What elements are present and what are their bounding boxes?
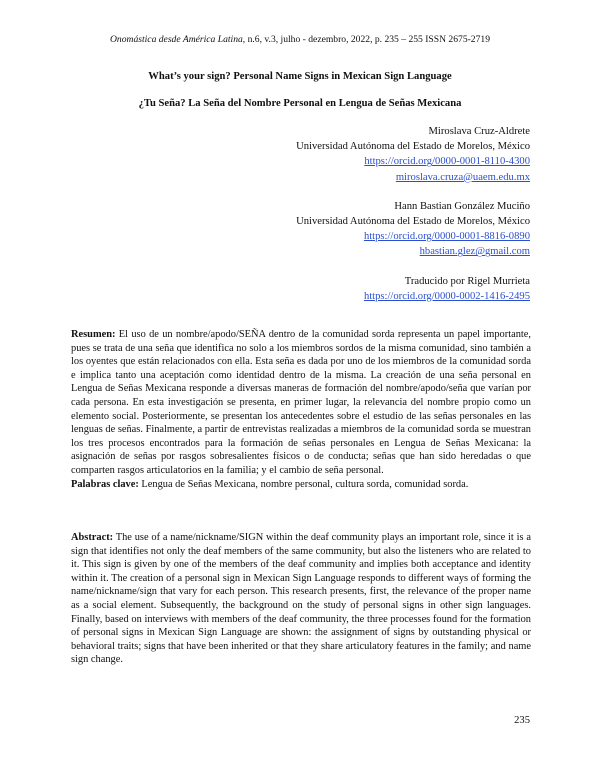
- resumen-section: [71, 328, 531, 491]
- translator-orcid-link[interactable]: https://orcid.org/0000-0002-1416-2495: [363, 290, 530, 302]
- page-number: 235: [514, 715, 530, 726]
- author-1: [296, 124, 530, 185]
- resumen-label: Resumen:: [71, 329, 116, 340]
- author-list: [296, 124, 530, 318]
- abstract-label: Abstract:: [71, 532, 114, 543]
- author-affiliation: Universidad Autónoma del Estado de Morelos, México: [296, 216, 530, 228]
- resumen-text: El uso de un nombre/apodo/SEÑA dentro de la comunidad sorda representa un papel importante, pues se trata de una seña que identifica no solo a los miembros sordos de la misma comunidad, sino también a los oyentes que están relacionados con ella. Esta seña es dada por uno de los miembros de la comunidad sorda e implica tanto una aceptación como identidad dentro de la misma. La creación de una seña personal en Lengua de Señas Mexicana responde a diversas maneras de formación del nombre/apodo/seña que varían por cada persona. En esta investigación se presenta, en primer lugar, la relevancia del nombre propio como un elemento social. Posteriormente, se presentan los antecedentes sobre el estudio de las señas personales en las lenguas de señas. Finalmente, a partir de entrevistas realizadas a miembros de la comunidad sorda se muestran los tres procesos encontrados para la formación de señas personales en Lengua de Señas Mexicana: la asignación de señas por rasgos sobresalientes físicos o de conducta; señas que han sido heredadas o que comparten rasgos articulatorios en la familia; y el cambio de seña personal.: [71, 329, 531, 476]
- keywords-label: Palabras clave:: [71, 478, 139, 490]
- title-spanish: ¿Tu Seña? La Seña del Nombre Personal en Lengua de Señas Mexicana: [138, 98, 462, 109]
- abstract-section: [71, 531, 531, 667]
- journal-details: , n.6, v.3, julho - dezembro, 2022, p. 235 – 255 ISSN 2675-2719: [242, 34, 490, 45]
- author-email-link[interactable]: miroslava.cruza@uaem.edu.mx: [395, 171, 530, 183]
- journal-name: Onomástica desde América Latina: [110, 34, 243, 45]
- author-orcid-link[interactable]: https://orcid.org/0000-0001-8816-0890: [363, 231, 530, 243]
- resumen-paragraph: [71, 328, 531, 478]
- abstract-text: The use of a name/nickname/SIGN within the deaf community plays an important role, since it is a sign that identifies not only the deaf members of the same community, but also the listeners who are related to it. This sign is given by one of the members of the deaf community and implies both acceptance and identity within it. The creation of a personal sign in Mexican Sign Language responds to different ways of forming the name/nickname/sign that vary for each person. This research presents, first, the relevance of the proper name as a social element. Subsequently, the background on the study of personal signs in other sign languages. Finally, based on interviews with members of the deaf community, the three processes found for the formation of personal signs in Mexican Sign Language are shown: the assignment of signs by outstanding physical or behavioral traits; signs that have been inherited or that they share articulatory features in the family; and name sign change.: [71, 532, 531, 666]
- author-orcid-link[interactable]: https://orcid.org/0000-0001-8110-4300: [364, 156, 530, 168]
- author-name: Hann Bastian González Muciño: [394, 200, 530, 212]
- keywords-text: Lengua de Señas Mexicana, nombre personal, cultura sorda, comunidad sorda.: [138, 478, 469, 490]
- author-affiliation: Universidad Autónoma del Estado de Morelos, México: [296, 141, 530, 153]
- author-2: [296, 199, 530, 260]
- keywords-paragraph: [71, 478, 531, 492]
- title-english: What’s your sign? Personal Name Signs in Mexican Sign Language: [148, 71, 452, 82]
- author-name: Miroslava Cruz-Aldrete: [428, 126, 530, 137]
- running-header: [0, 34, 600, 45]
- author-email-link[interactable]: hbastian.glez@gmail.com: [419, 246, 530, 258]
- translator: [296, 274, 530, 304]
- translator-name: Traducido por Rigel Murrieta: [404, 275, 530, 287]
